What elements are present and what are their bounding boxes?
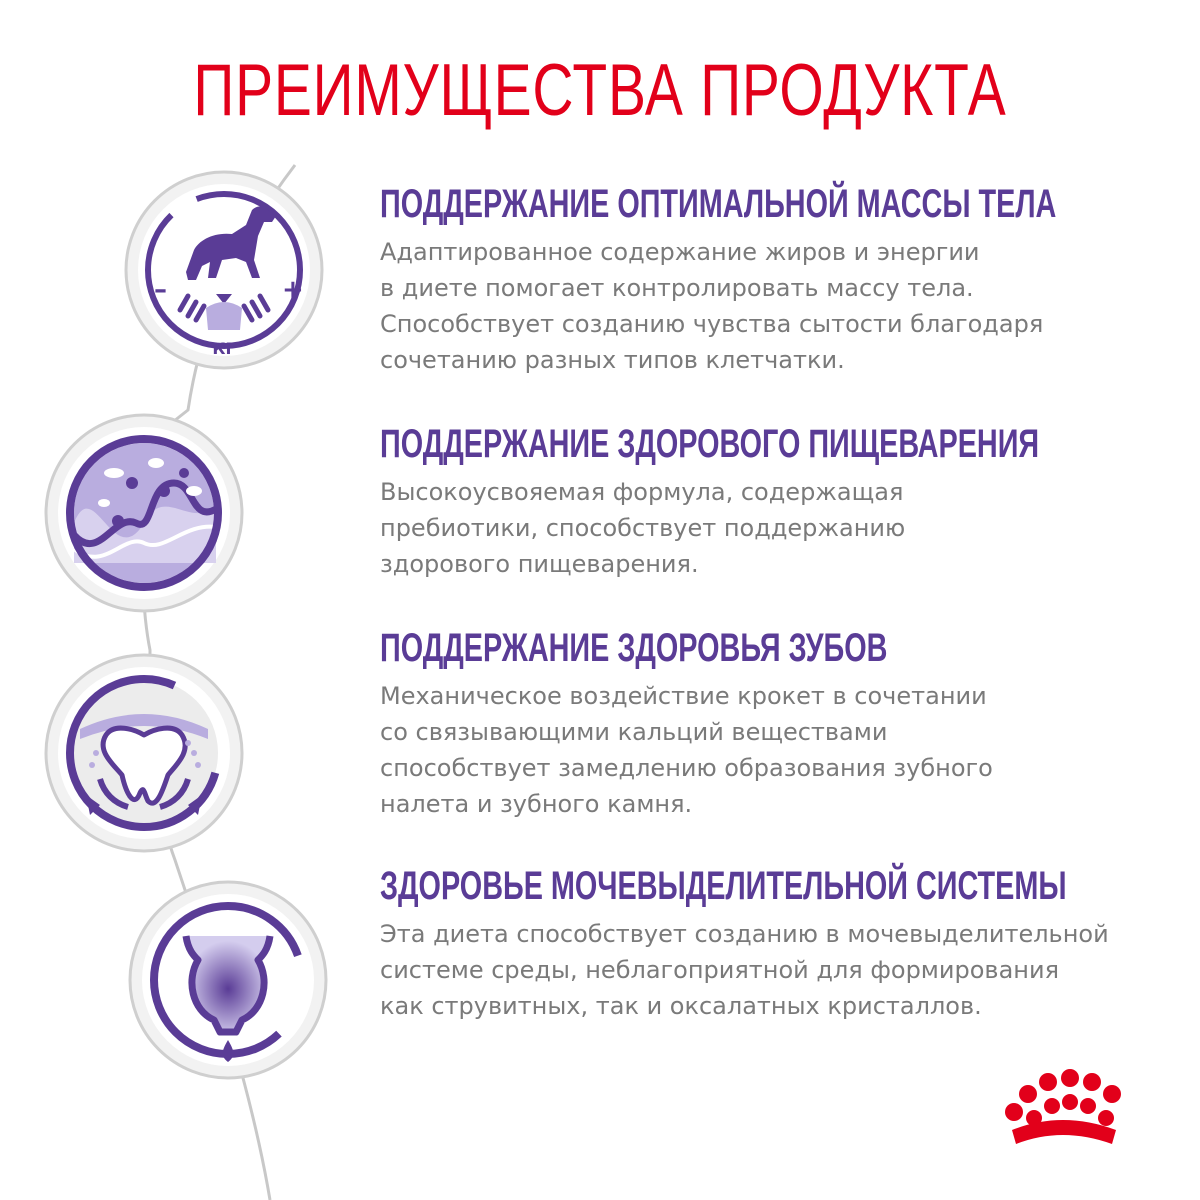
- dog-weight-scale-icon: [124, 170, 324, 370]
- section-weight: [380, 180, 1180, 378]
- section-heading: ЗДОРОВЬЕ МОЧЕВЫДЕЛИТЕЛЬНОЙ СИСТЕМЫ: [380, 864, 1067, 908]
- icon-label-kg: КГ: [212, 339, 236, 358]
- bladder-icon: [128, 880, 328, 1080]
- svg-text:+: +: [282, 275, 304, 305]
- section-heading: ПОДДЕРЖАНИЕ ЗДОРОВОГО ПИЩЕВАРЕНИЯ: [380, 422, 1040, 466]
- royal-canin-crown-icon: [998, 1064, 1128, 1160]
- section-body: Механическое воздействие крокет в сочетании со связывающими кальций веществами способствует замедлению образования зубного налета и зубного камня.: [380, 682, 993, 818]
- tooth-icon: [44, 653, 244, 853]
- section-digestion: [380, 420, 1180, 582]
- section-heading: ПОДДЕРЖАНИЕ ОПТИМАЛЬНОЙ МАССЫ ТЕЛА: [380, 182, 1057, 226]
- section-heading: ПОДДЕРЖАНИЕ ЗДОРОВЬЯ ЗУБОВ: [380, 626, 888, 670]
- section-body: Эта диета способствует созданию в мочевыделительной системе среды, неблагоприятной для формирования как струвитных, так и оксалатных кристаллов.: [380, 920, 1109, 1020]
- section-body: Адаптированное содержание жиров и энергии в диете помогает контролировать массу тела. Способствует созданию чувства сытости благодаря сочетанию разных типов клетчатки.: [380, 238, 1044, 374]
- page-title: ПРЕИМУЩЕСТВА ПРОДУКТА: [193, 50, 1007, 131]
- svg-text:–: –: [154, 275, 167, 305]
- section-urinary: [380, 862, 1180, 1024]
- section-teeth: [380, 624, 1180, 822]
- digestion-icon: [44, 413, 244, 613]
- section-body: Высокоусвояемая формула, содержащая пребиотики, способствует поддержанию здорового пищеварения.: [380, 478, 906, 578]
